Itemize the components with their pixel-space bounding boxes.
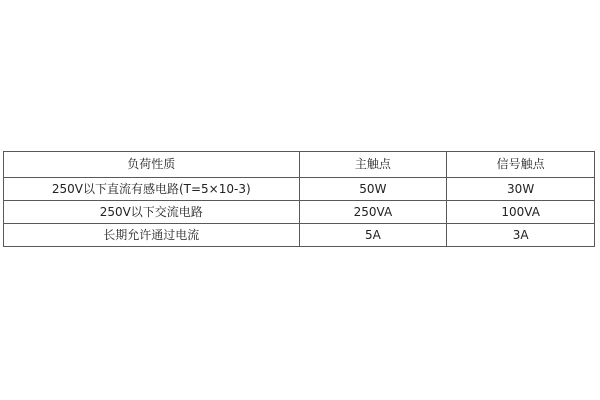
cell-signal-contact: 30W bbox=[447, 178, 595, 201]
cell-main-contact: 5A bbox=[299, 224, 447, 247]
cell-load-nature: 250V以下交流电路 bbox=[4, 201, 300, 224]
cell-signal-contact: 100VA bbox=[447, 201, 595, 224]
header-load-nature: 负荷性质 bbox=[4, 152, 300, 178]
cell-main-contact: 250VA bbox=[299, 201, 447, 224]
cell-load-nature: 250V以下直流有感电路(T=5×10-3) bbox=[4, 178, 300, 201]
cell-load-nature: 长期允许通过电流 bbox=[4, 224, 300, 247]
cell-signal-contact: 3A bbox=[447, 224, 595, 247]
table-row bbox=[4, 224, 595, 247]
table-row bbox=[4, 201, 595, 224]
cell-main-contact: 50W bbox=[299, 178, 447, 201]
header-main-contact: 主触点 bbox=[299, 152, 447, 178]
header-signal-contact: 信号触点 bbox=[447, 152, 595, 178]
load-spec-table bbox=[3, 151, 595, 247]
table-row bbox=[4, 178, 595, 201]
table-header-row bbox=[4, 152, 595, 178]
